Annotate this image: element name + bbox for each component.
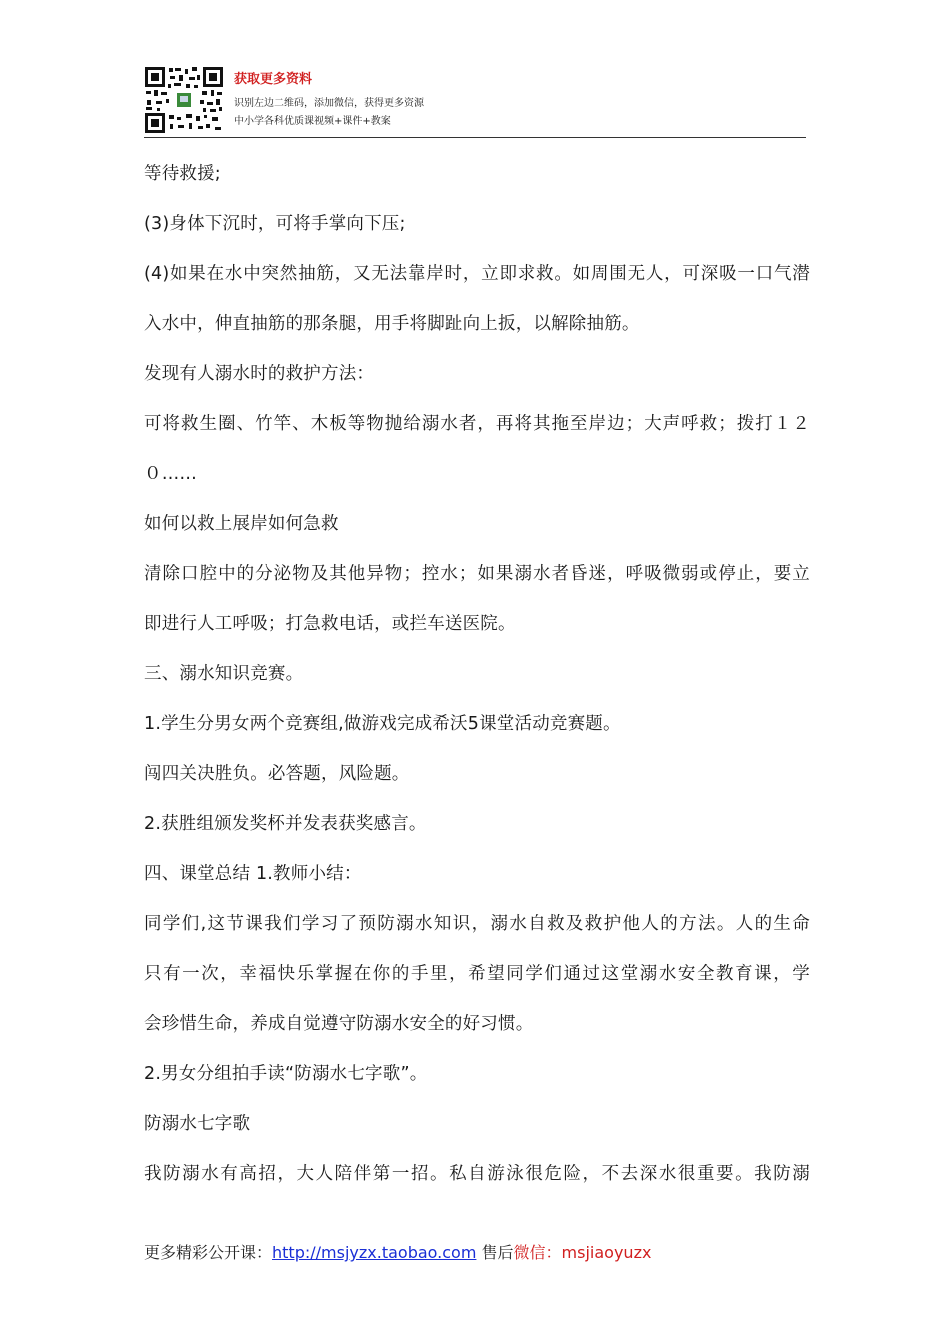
paragraph-line: ０…… [144, 464, 198, 484]
paragraph-line: 清除口腔中的分泌物及其他异物；控水；如果溺水者昏迷，呼吸微弱或停止，要立 [144, 564, 810, 584]
paragraph-line: 我防溺水有高招，大人陪伴第一招。私自游泳很危险，不去深水很重要。我防溺 [144, 1164, 810, 1184]
paragraph-line: 2.获胜组颁发奖杯并发表获奖感言。 [144, 814, 427, 834]
paragraph-line: 同学们,这节课我们学习了预防溺水知识，溺水自救及救护他人的方法。人的生命 [144, 914, 810, 934]
paragraph-line: 发现有人溺水时的救护方法： [144, 364, 375, 384]
paragraph-line: 只有一次，幸福快乐掌握在你的手里，希望同学们通过这堂溺水安全教育课，学 [144, 964, 810, 984]
paragraph-line: 闯四关决胜负。必答题，风险题。 [144, 764, 410, 784]
paragraph-line: 1.学生分男女两个竞赛组,做游戏完成希沃5课堂活动竞赛题。 [144, 714, 621, 734]
qr-code-icon [144, 66, 224, 134]
paragraph-line: (3)身体下沉时，可将手掌向下压; [144, 214, 406, 234]
paragraph-line: 会珍惜生命，养成自觉遵守防溺水安全的好习惯。 [144, 1014, 534, 1034]
footer-prefix: 更多精彩公开课： [144, 1243, 273, 1262]
header-subtitle-1: 识别左边二维码，添加微信，获得更多资源 [234, 98, 424, 109]
paragraph-line: (4)如果在水中突然抽筋，又无法靠岸时，立即求救。如周围无人，可深吸一口气潜 [144, 264, 810, 284]
page-header [144, 62, 808, 137]
paragraph-line: 如何以救上展岸如何急救 [144, 514, 339, 534]
footer-link[interactable]: http://msjyzx.taobao.com [272, 1243, 477, 1262]
paragraph-line: 防溺水七字歌 [144, 1114, 251, 1134]
paragraph-line: 等待救援; [144, 164, 221, 184]
footer-wechat-id: msjiaoyuzx [561, 1243, 652, 1262]
document-body [144, 149, 810, 1199]
footer-wechat-label: 微信： [513, 1243, 562, 1262]
page-footer [144, 1240, 651, 1263]
header-title: 获取更多资料 [234, 72, 313, 87]
paragraph-line: 入水中，伸直抽筋的那条腿，用手将脚趾向上扳，以解除抽筋。 [144, 314, 640, 334]
paragraph-line: 2.男女分组拍手读“防溺水七字歌”。 [144, 1064, 428, 1084]
footer-after-sales: 售后 [481, 1243, 514, 1262]
paragraph-line: 可将救生圈、竹竿、木板等物抛给溺水者，再将其拖至岸边；大声呼救；拨打１２ [144, 414, 810, 434]
section-heading: 三、溺水知识竞赛。 [144, 664, 304, 684]
section-heading: 四、课堂总结 1.教师小结： [144, 864, 362, 884]
header-subtitle-2: 中小学各科优质课视频+课件+教案 [234, 116, 391, 127]
header-divider [144, 137, 806, 138]
paragraph-line: 即进行人工呼吸；打急救电话，或拦车送医院。 [144, 614, 516, 634]
